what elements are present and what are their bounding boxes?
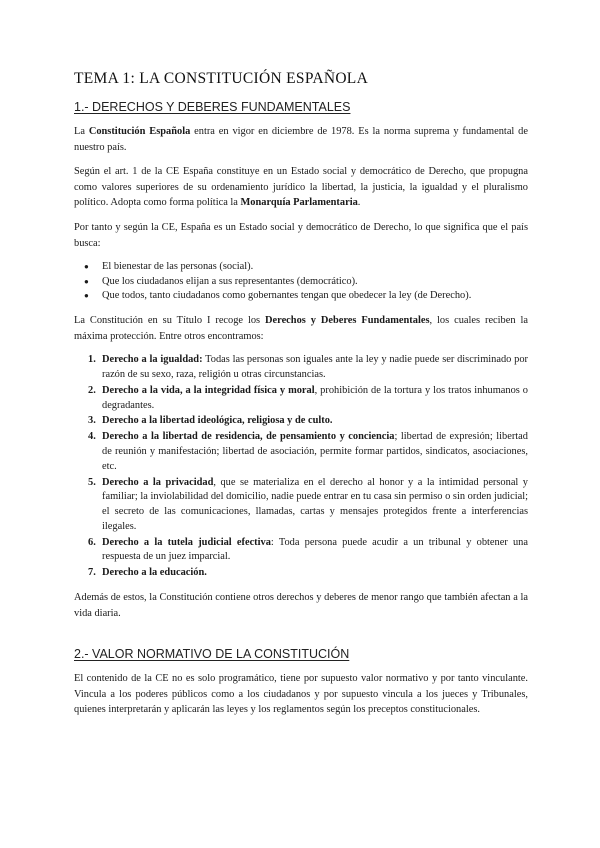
list-number: 5. <box>88 476 96 488</box>
page-title: TEMA 1: LA CONSTITUCIÓN ESPAÑOLA <box>74 70 369 87</box>
list-item-text: ; libertad de expresión; libertad de reunión y manifestación; libertad de asociación, permite formar partidos, sindicatos, asociaciones, etc. <box>102 431 528 472</box>
bullet-icon: ● <box>84 276 89 286</box>
list-number: 6. <box>88 536 96 548</box>
bold-term: Derecho a la educación. <box>102 567 207 579</box>
bold-term: Derecho a la privacidad <box>102 476 214 488</box>
text-fragment: Según el art. 1 de la CE España constituye en un Estado social y democrático de Derecho, que propugna como valores superiores de su ordenamiento jurídico la libertad, la justicia, la igualdad y el pluralismo político. Adopta como forma política la <box>74 166 528 209</box>
paragraph-estado-social: Por tanto y según la CE, España es un Estado social y democrático de Derecho, lo que significa que el país busca: <box>74 221 528 249</box>
list-item-text: Que los ciudadanos elijan a sus representantes (democrático). <box>102 275 358 287</box>
bullet-list <box>74 260 528 304</box>
list-item-text: , que se materializa en el derecho al honor y a la intimidad personal y familiar; la inviolabilidad del domicilio, nadie puede entrar en tu casa sin permiso o sin orden judicial; el secreto de las comunicaciones, llamadas, cartas y mensajes protegidos frente a interferencias ilegales. <box>102 476 528 532</box>
bold-term: Derecho a la vida, a la integridad física y moral <box>102 384 315 396</box>
list-item <box>88 430 528 474</box>
bullet-icon: ● <box>84 291 89 301</box>
section-heading-derechos: 1.- DERECHOS Y DEBERES FUNDAMENTALES <box>74 100 351 114</box>
bold-term: Derecho a la tutela judicial efectiva <box>102 536 271 548</box>
bullet-icon: ● <box>84 262 89 272</box>
list-item <box>88 566 528 581</box>
bold-term: Derecho a la libertad de residencia, de pensamiento y conciencia <box>102 431 395 443</box>
bold-term: Derecho a la igualdad: <box>102 354 203 366</box>
section-heading-valor-normativo: 2.- VALOR NORMATIVO DE LA CONSTITUCIÓN <box>74 647 350 662</box>
text-fragment: , los cuales reciben la máxima protección. Entre otros encontramos: <box>74 314 528 342</box>
text-fragment: entra en vigor en diciembre de 1978. Es la norma suprema y fundamental de nuestro país. <box>74 126 528 153</box>
bold-term: Constitución Española <box>88 126 191 137</box>
bold-term: Derechos y Deberes Fundamentales <box>265 314 430 326</box>
list-number: 7. <box>88 567 96 579</box>
list-item <box>84 289 528 304</box>
list-number: 1. <box>88 354 96 366</box>
list-item-text: Que todos, tanto ciudadanos como gobernantes tengan que obedecer la ley (de Derecho). <box>102 290 472 302</box>
list-item-text: El bienestar de las personas (social). <box>102 261 254 273</box>
paragraph-valor-normativo: El contenido de la CE no es solo programático, tiene por supuesto valor normativo y por tanto vinculante. Vincula a los poderes públicos como a los ciudadanos y por supuesto vincula a los jueces y Tribunales, quienes interpretarán y aplicarán las leyes y los reglamentos según los preceptos constitucionales. <box>74 673 528 716</box>
list-item <box>88 536 528 566</box>
list-item-text: : Toda persona puede acudir a un tribunal y obtener una respuesta de un juez imparcial. <box>102 536 528 563</box>
list-item-text: , prohibición de la tortura y los tratos inhumanos o degradantes. <box>102 384 528 411</box>
paragraph-art1 <box>74 164 528 211</box>
list-number: 2. <box>88 384 96 396</box>
bold-term: Monarquía Parlamentaria <box>240 197 358 209</box>
list-item <box>88 414 528 429</box>
list-number: 3. <box>88 415 96 427</box>
text-fragment: . <box>357 197 361 209</box>
bold-term: Derecho a la libertad ideológica, religiosa y de culto. <box>102 415 333 427</box>
document-page <box>74 70 528 727</box>
list-item <box>84 275 528 290</box>
rights-list <box>74 353 528 581</box>
list-number: 4. <box>88 431 96 443</box>
list-item <box>88 476 528 535</box>
paragraph-otros-derechos: Además de estos, la Constitución contiene otros derechos y deberes de menor rango que también afectan a la vida diaria. <box>74 592 528 619</box>
paragraph-titulo-i <box>74 313 528 344</box>
list-item <box>88 353 528 383</box>
list-item-text: Todas las personas son iguales ante la ley y nadie puede ser discriminado por razón de su sexo, raza, religión u otras circunstancias. <box>102 354 528 380</box>
list-item <box>84 260 528 275</box>
list-item <box>88 384 528 414</box>
paragraph-constitucion-intro <box>74 124 528 155</box>
text-fragment: La <box>74 126 89 137</box>
text-fragment: La Constitución en su Título I recoge los <box>74 314 266 326</box>
